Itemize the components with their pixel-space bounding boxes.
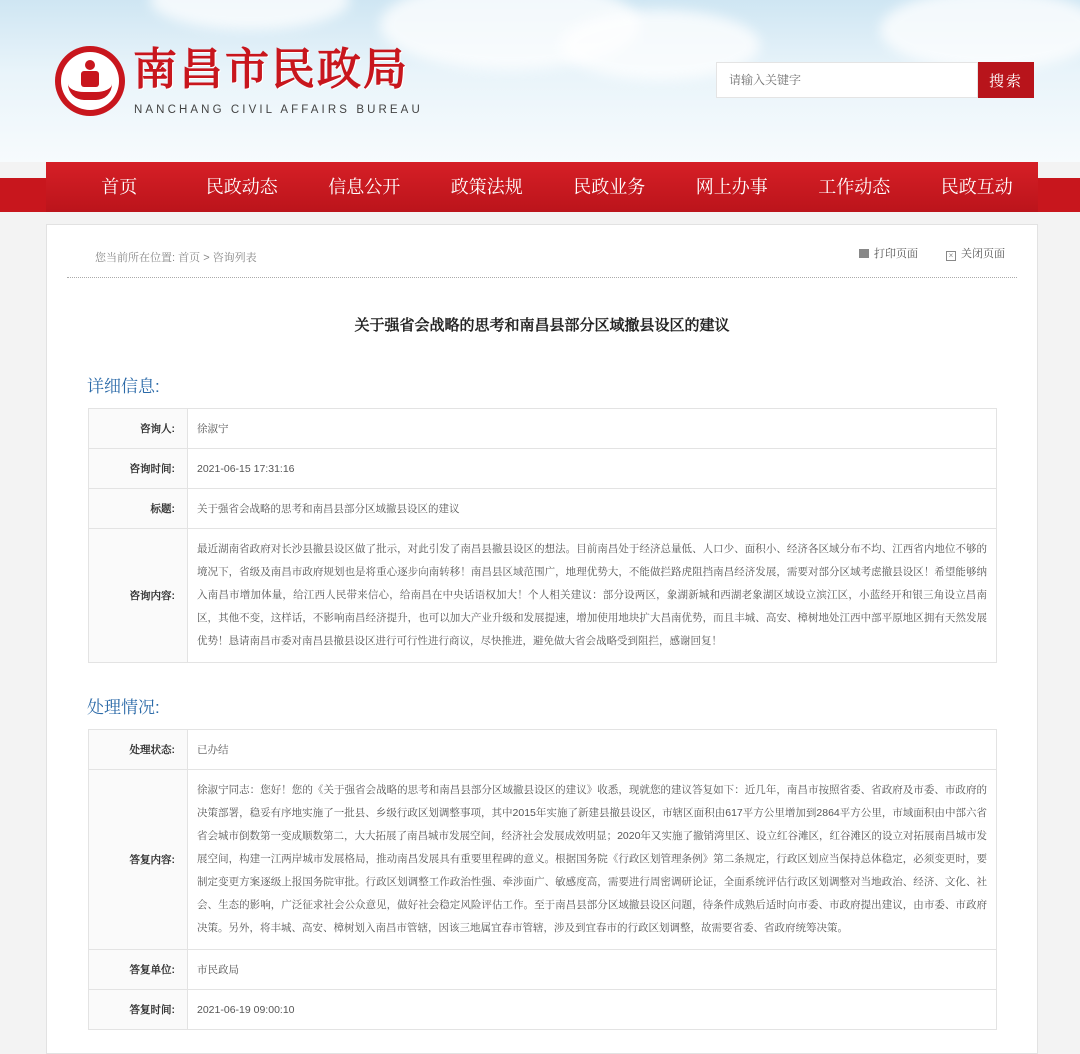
nav-info[interactable]: 信息公开 [328, 177, 401, 197]
nav-news[interactable]: 民政动态 [205, 177, 278, 197]
row-value: 市民政局 [188, 950, 997, 990]
row-label: 处理状态: [89, 730, 188, 770]
search-input[interactable] [716, 62, 978, 98]
divider [67, 277, 1017, 278]
row-value: 徐淑宁同志：您好！您的《关于强省会战略的思考和南昌县部分区域撤县设区的建议》收悉，现就您的建议答复如下：近几年，南昌市按照省委、省政府及市委、市政府的决策部署，稳妥有序地实施了一批县、乡级行政区划调整事项，其中2015年实施了新建县撤县设区，市辖区面积由617平方公里增加到2864平方公里，市域面积由中部六省省会城市倒数第一变成顺数第二，大大拓展了南昌城市发展空间，经济社会发展成效明显；2020年又实施了撤销湾里区、设立红谷滩区，红谷滩区的设立对拓展南昌城市发展空间，构建一江两岸城市发展格局，推动南昌发展具有重要里程碑的意义。根据国务院《行政区划管理条例》第二条规定，行政区划应当保持总体稳定，必须变更时，要制定变更方案逐级上报国务院审批。行政区划调整工作政治性强、牵涉面广、敏感度高，需要进行周密调研论证，全面系统评估行政区划调整对当地政治、经济、文化、社会、生态的影响，广泛征求社会公众意见，做好社会稳定风险评估工作。至于南昌县部分区域撤县设区问题，待条件成熟后适时向市委、市政府提出建议，由市委、市政府决策。另外，将丰城、高安、樟树划入南昌市管辖，因该三地属宜春市管辖，涉及到宜春市的行政区划调整，故需要省委、省政府统筹决策。 [188, 770, 997, 950]
row-value: 已办结 [188, 730, 997, 770]
table-row [89, 950, 997, 990]
handling-heading: 处理情况: [87, 698, 160, 717]
print-label: 打印页面 [874, 248, 918, 260]
row-label: 答复时间: [89, 990, 188, 1030]
page-tools [859, 247, 1005, 261]
breadcrumb [95, 251, 257, 265]
main-nav [46, 162, 1038, 212]
nav-business[interactable]: 民政业务 [573, 177, 646, 197]
row-value: 徐淑宁 [188, 409, 997, 449]
table-row [89, 730, 997, 770]
civil-affairs-emblem-icon[interactable] [55, 46, 125, 116]
table-row [89, 489, 997, 529]
row-value: 关于强省会战略的思考和南昌县部分区域撤县设区的建议 [188, 489, 997, 529]
nav-online[interactable]: 网上办事 [695, 177, 768, 197]
table-row [89, 770, 997, 950]
breadcrumb-current[interactable]: 咨询列表 [212, 252, 257, 264]
row-value: 2021-06-15 17:31:16 [188, 449, 997, 489]
search-button[interactable]: 搜索 [978, 62, 1034, 98]
row-label: 答复单位: [89, 950, 188, 990]
content-topbar [47, 225, 1037, 277]
row-label: 标题: [89, 489, 188, 529]
row-value: 最近湖南省政府对长沙县撤县设区做了批示，对此引发了南昌县撤县设区的想法。目前南昌处于经济总量低、人口少、面积小、经济各区域分布不均、江西省内地位不够的境况下，省级及南昌市政府规划也是将重心逐步向南转移！南昌县区域范围广，地理优势大，不能做拦路虎阻挡南昌经济发展，需要对部分区域考虑撤县设区！希望能够纳入南昌市增加体量，给江西人民带来信心，给南昌在中央话语权加大！个人相关建议：部分设两区，象湖新城和西湖老象湖区域设立滨江区，小蓝经开和银三角设立昌南区，其他不变，这样话，不影响南昌经济提升，也可以加大产业升级和发展提速，增加使用地块扩大昌南优势，而且丰城、高安、樟树地处江西中部平原地区拥有天然发展优势！恳请南昌市委对南昌县撤县设区进行可行性进行商议，尽快推进，避免做大省会战略受到阻拦，感谢回复！ [188, 529, 997, 663]
table-row [89, 529, 997, 663]
print-icon [859, 249, 869, 258]
row-value: 2021-06-19 09:00:10 [188, 990, 997, 1030]
table-row [89, 990, 997, 1030]
search-bar [716, 62, 1034, 98]
handling-table [88, 729, 997, 1030]
site-header [0, 0, 1080, 162]
page-title: 关于强省会战略的思考和南昌县部分区域撤县设区的建议 [354, 317, 730, 334]
close-label: 关闭页面 [961, 248, 1005, 260]
print-button[interactable] [859, 247, 918, 261]
close-page-button[interactable] [946, 247, 1005, 261]
close-icon: × [946, 251, 956, 261]
detail-table [88, 408, 997, 663]
breadcrumb-home[interactable]: 首页 [178, 252, 201, 264]
breadcrumb-separator: > [203, 252, 210, 264]
detail-heading: 详细信息: [87, 377, 160, 396]
row-label: 答复内容: [89, 770, 188, 950]
nav-work[interactable]: 工作动态 [818, 177, 891, 197]
content-panel [46, 224, 1038, 1054]
nav-policy[interactable]: 政策法规 [450, 177, 523, 197]
nav-home[interactable]: 首页 [101, 177, 138, 197]
row-label: 咨询内容: [89, 529, 188, 663]
table-row [89, 409, 997, 449]
breadcrumb-prefix: 您当前所在位置: [95, 252, 176, 264]
nav-interaction[interactable]: 民政互动 [940, 177, 1013, 197]
row-label: 咨询时间: [89, 449, 188, 489]
table-row [89, 449, 997, 489]
row-label: 咨询人: [89, 409, 188, 449]
site-name: 南昌市民政局 [133, 45, 409, 94]
site-name-en: NANCHANG CIVIL AFFAIRS BUREAU [134, 104, 423, 116]
